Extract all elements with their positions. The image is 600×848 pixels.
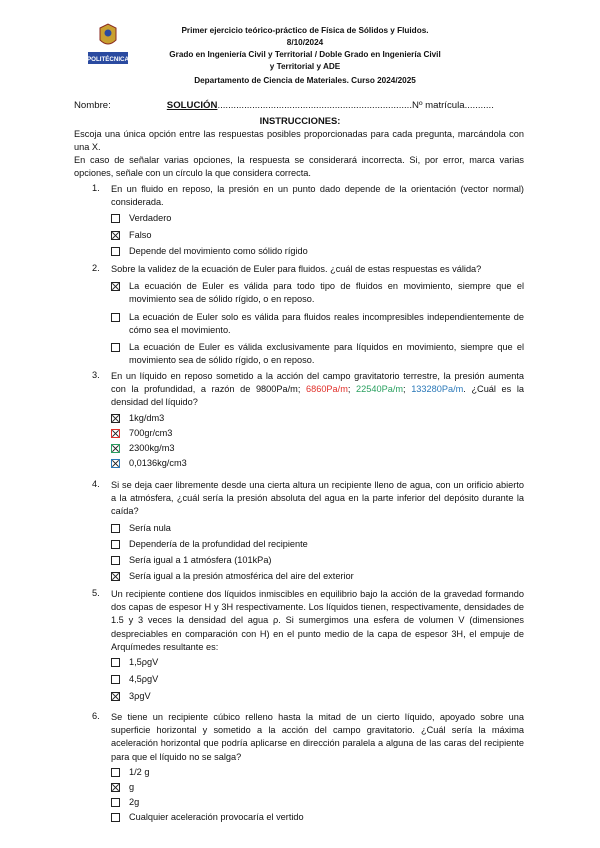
option[interactable] xyxy=(111,311,524,337)
question-1 xyxy=(92,183,524,258)
question-6 xyxy=(92,711,524,825)
option-label: Sería nula xyxy=(129,522,171,533)
instructions-title: INSTRUCCIONES: xyxy=(259,115,341,126)
header-line-1: Primer ejercicio teórico-práctico de Física de Sólidos y Fluidos. xyxy=(181,26,429,35)
question-number: 5. xyxy=(92,588,100,598)
option-label: Dependería de la profundidad del recipiente xyxy=(129,538,308,549)
option-label: 2300kg/m3 xyxy=(129,443,175,454)
blue-value: 133280Pa/m xyxy=(411,384,464,395)
question-5 xyxy=(92,588,524,704)
checkbox[interactable] xyxy=(111,675,120,684)
question-number: 1. xyxy=(92,183,100,193)
matricula-label: Nº matrícula........... xyxy=(412,100,494,111)
separator: ; xyxy=(403,384,412,395)
option-label: La ecuación de Euler solo es válida para fluidos reales incompresibles independientemente de cómo sea el movimiento. xyxy=(129,311,524,335)
question-number: 6. xyxy=(92,711,100,721)
checkbox[interactable] xyxy=(111,343,120,352)
option-label: 0,0136kg/cm3 xyxy=(129,458,187,469)
option-label: Depende del movimiento como sólido rígido xyxy=(129,245,308,256)
checkbox-checked[interactable] xyxy=(111,783,120,792)
checkbox[interactable] xyxy=(111,658,120,667)
checkbox-checked-green[interactable] xyxy=(111,444,120,453)
checkbox[interactable] xyxy=(111,313,120,322)
option-label: Cualquier aceleración provocaría el vertido xyxy=(129,812,304,823)
option-label: La ecuación de Euler es válida para todo tipo de fluidos en movimiento, siempre que el movimiento sea de sólido rígido, o en reposo. xyxy=(129,281,524,305)
option[interactable] xyxy=(111,656,524,669)
option[interactable] xyxy=(111,280,524,306)
question-text: Sobre la validez de la ecuación de Euler para fluidos. ¿cuál de estas respuestas es válida? xyxy=(111,264,482,274)
option[interactable] xyxy=(111,522,524,535)
option-label: 1,5ρgV xyxy=(129,657,159,668)
option-label: 2g xyxy=(129,797,140,808)
option-label: Verdadero xyxy=(129,213,172,224)
logo-text: POLITÉCNICA xyxy=(88,56,128,63)
checkbox[interactable] xyxy=(111,556,120,565)
option[interactable] xyxy=(111,766,524,779)
option-label: Falso xyxy=(129,229,152,240)
checkbox[interactable] xyxy=(111,798,120,807)
checkbox[interactable] xyxy=(111,524,120,533)
question-number: 2. xyxy=(92,263,100,273)
option[interactable] xyxy=(111,457,524,470)
option-label: 1kg/dm3 xyxy=(129,412,165,423)
option-label: La ecuación de Euler es válida exclusivamente para líquidos en movimiento, siempre que el movimiento sea de sólido rígido, o en reposo. xyxy=(129,342,524,366)
green-value: 22540Pa/m xyxy=(356,384,404,395)
option[interactable] xyxy=(111,781,524,794)
checkbox[interactable] xyxy=(111,813,120,822)
question-text xyxy=(111,370,524,410)
checkbox-checked[interactable] xyxy=(111,282,120,291)
nombre-label: Nombre: xyxy=(74,100,111,111)
red-value: 6860Pa/m xyxy=(305,384,348,395)
option-label: 4,5ρgV xyxy=(129,674,159,685)
separator: ; xyxy=(347,384,357,395)
question-2 xyxy=(92,263,524,367)
question-text: Si se deja caer libremente desde una cierta altura un recipiente lleno de agua, con un orificio abierto a la atmósfera, ¿cuál sería la presión absoluta del agua en la parte inferior del depósito durante la caída? xyxy=(111,480,524,517)
header-department: Departamento de Ciencia de Materiales. Curso 2024/2025 xyxy=(194,76,416,85)
option[interactable] xyxy=(111,554,524,567)
header-date: 8/10/2024 xyxy=(286,38,324,47)
question-4 xyxy=(92,479,524,583)
option-label: g xyxy=(129,782,135,793)
checkbox[interactable] xyxy=(111,214,120,223)
option[interactable] xyxy=(111,212,524,225)
option[interactable] xyxy=(111,690,524,703)
question-number: 3. xyxy=(92,370,100,380)
option[interactable] xyxy=(111,673,524,686)
checkbox[interactable] xyxy=(111,768,120,777)
option-label: Sería igual a la presión atmosférica del aire del exterior xyxy=(129,571,354,582)
question-number: 4. xyxy=(92,479,100,489)
instructions-p2: En caso de señalar varias opciones, la respuesta se considerará incorrecta. Si, por error, marca varias opciones, señale con un círculo la que considera correcta. xyxy=(74,155,524,178)
instructions-p1: Escoja una única opción entre las respuestas posibles proporcionadas para cada pregunta, marcándola con una X. xyxy=(74,129,524,152)
option[interactable] xyxy=(111,442,524,455)
option[interactable] xyxy=(111,796,524,809)
checkbox-checked-blue[interactable] xyxy=(111,459,120,468)
option-label: 3ρgV xyxy=(129,691,151,702)
header-line-3: Grado en Ingeniería Civil y Territorial / Doble Grado en Ingeniería Civil xyxy=(169,50,441,59)
question-text-a: En un líquido en reposo sometido a la acción del campo gravitatorio terrestre, la presión aumenta con la profundidad, a razón de 9800Pa/m; xyxy=(111,371,524,395)
option[interactable] xyxy=(111,811,524,824)
option-label: 1/2 g xyxy=(129,766,150,777)
checkbox-checked[interactable] xyxy=(111,231,120,240)
header-line-4: y Territorial y ADE xyxy=(269,62,341,71)
checkbox-checked[interactable] xyxy=(111,414,120,423)
student-info-row xyxy=(74,100,524,111)
upm-logo xyxy=(88,22,128,64)
option[interactable] xyxy=(111,412,524,425)
option[interactable] xyxy=(111,341,524,367)
checkbox[interactable] xyxy=(111,247,120,256)
option-label: Sería igual a 1 atmósfera (101kPa) xyxy=(129,555,272,566)
option[interactable] xyxy=(111,229,524,242)
checkbox-checked[interactable] xyxy=(111,692,120,701)
option-label: 700gr/cm3 xyxy=(129,427,173,438)
solucion-label: SOLUCIÓN xyxy=(166,100,218,111)
option[interactable] xyxy=(111,570,524,583)
question-text: Se tiene un recipiente cúbico relleno hasta la mitad de un cierto líquido, apoyado sobre una superficie horizontal y sometido a la acción del campo gravitatorio. ¿Cuál sería la máxima aceleración horizontal que podría aplicarse en dirección paralela a alguna de las caras del recipiente para que el líquido no se salga? xyxy=(111,712,524,762)
checkbox-checked[interactable] xyxy=(111,572,120,581)
question-text-b: . ¿Cuál es la densidad del líquido? xyxy=(111,384,525,408)
question-3 xyxy=(92,370,524,470)
option[interactable] xyxy=(111,245,524,258)
question-text: En un fluido en reposo, la presión en un punto dado depende de la orientación (vector normal) considerada. xyxy=(111,184,524,208)
checkbox[interactable] xyxy=(111,540,120,549)
checkbox-checked-red[interactable] xyxy=(111,429,120,438)
option[interactable] xyxy=(111,538,524,551)
question-text: Un recipiente contiene dos líquidos inmiscibles en equilibrio bajo la acción de la gravedad formando dos capas de espesor H y 3H respectivamente. Los líquidos tienen, respectivamente, densidades de 1.5 y 3 veces la densidad del agua ρ. Si sumergimos una esfera de volumen V (dimensiones despreciables en comparación con H) en el punto medio de la capa de espesor 3H, el empuje de Arquímedes resultante es: xyxy=(111,589,524,652)
option[interactable] xyxy=(111,427,524,440)
name-dots: ......................................................................... xyxy=(217,100,413,111)
